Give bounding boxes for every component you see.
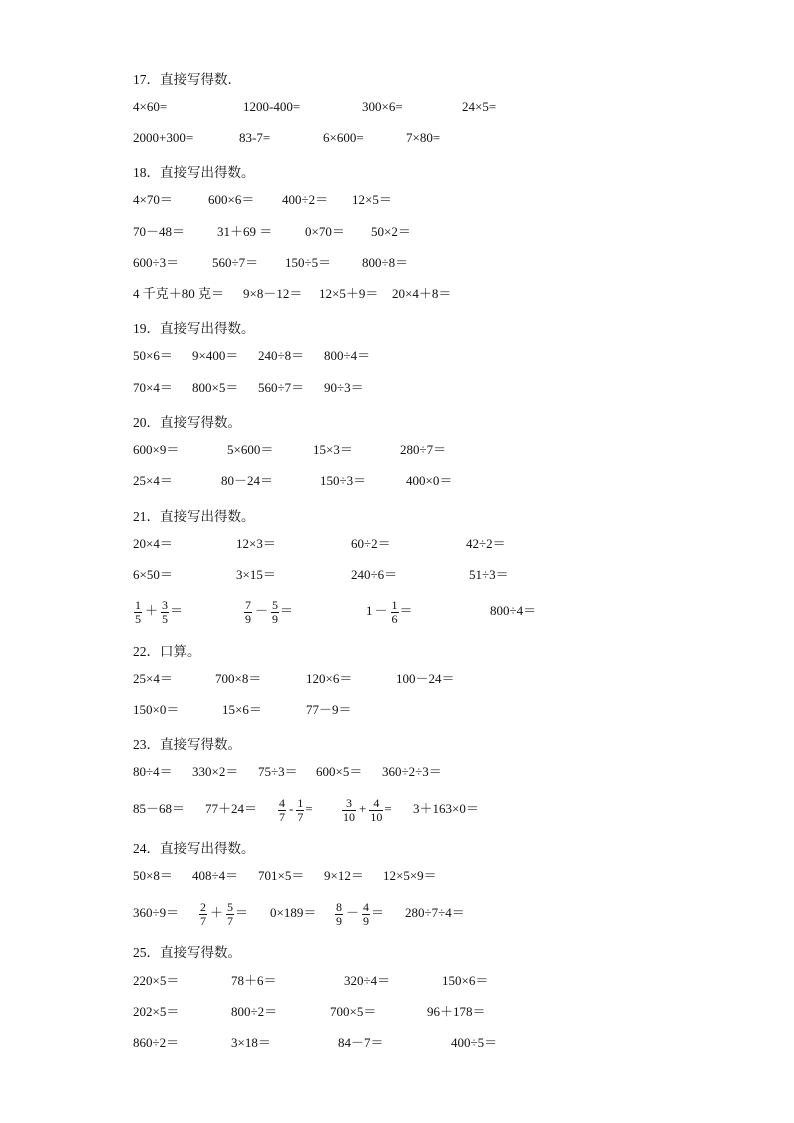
q17-expr: 6×600= xyxy=(323,130,364,145)
q24-expr: 9×12＝ xyxy=(324,868,364,883)
q25-expr: 860÷2＝ xyxy=(133,1035,180,1050)
q22-expr: 15×6＝ xyxy=(222,702,262,717)
fraction: $\frac{4}{10}$ xyxy=(370,795,383,824)
q22-expr: 77－9＝ xyxy=(306,702,352,717)
fraction: $\frac{7}{9}$ xyxy=(245,597,251,626)
q20-expr: 15×3＝ xyxy=(313,442,353,457)
q18-expr: 12×5＋9＝ xyxy=(319,286,379,301)
q19-expr: 9×400＝ xyxy=(192,348,239,363)
q21-expr: 51÷3＝ xyxy=(469,567,509,582)
fraction: $\frac{3}{5}$ xyxy=(162,597,169,626)
q19-expr: 90÷3＝ xyxy=(324,380,364,395)
q24-expr: 408÷4＝ xyxy=(192,868,239,883)
q21-expr: 800÷4＝ xyxy=(490,603,537,618)
q19-expr: 50×6＝ xyxy=(133,348,173,363)
q20-expr: 80－24＝ xyxy=(221,473,274,488)
q25-expr: 150×6＝ xyxy=(442,973,489,988)
q17-expr: 1200-400= xyxy=(243,99,301,114)
fraction: $\frac{5}{7}$ xyxy=(227,899,234,928)
q19-expr: 240÷8＝ xyxy=(258,348,305,363)
q18-expr: 12×5＝ xyxy=(352,192,392,207)
q19-expr: 560÷7＝ xyxy=(258,380,305,395)
q21-expr: 60÷2＝ xyxy=(351,536,391,551)
fraction: $\frac{4}{7}$ xyxy=(279,795,285,824)
q18-expr: 0×70＝ xyxy=(305,224,345,239)
q17-expr: 83-7= xyxy=(239,130,271,145)
q24-expr: 280÷7÷4＝ xyxy=(405,905,465,920)
q22-expr: 700×8＝ xyxy=(215,671,262,686)
q24-expr: 701×5＝ xyxy=(258,868,305,883)
q24-expr: 12×5×9＝ xyxy=(383,868,437,883)
q20-expr: 25×4＝ xyxy=(133,473,173,488)
q25-expr: 84－7＝ xyxy=(338,1035,384,1050)
q18-expr: 400÷2＝ xyxy=(282,192,329,207)
fraction: $\frac{3}{10}$ xyxy=(343,795,355,824)
q17-expr: 24×5= xyxy=(462,99,497,114)
q20-expr: 400×0＝ xyxy=(406,473,453,488)
q19-expr: 70×4＝ xyxy=(133,380,173,395)
question-18-title: 18．直接写出得数。 xyxy=(133,165,255,180)
q23-expr: 330×2＝ xyxy=(192,764,239,779)
question-25-title: 25．直接写得数。 xyxy=(133,945,241,960)
q23-fraction-expr: $\frac{3}{10}$ + $\frac{4}{10}$ = xyxy=(343,795,392,824)
q20-expr: 600×9＝ xyxy=(133,442,180,457)
fraction: $\frac{1}{7}$ xyxy=(297,795,304,824)
q19-expr: 800×5＝ xyxy=(192,380,239,395)
q22-expr: 150×0＝ xyxy=(133,702,180,717)
q18-expr: 150÷5＝ xyxy=(285,255,332,270)
q18-expr: 9×8－12＝ xyxy=(243,286,303,301)
q18-expr: 600×6＝ xyxy=(208,192,255,207)
q24-fraction-expr: $\frac{8}{9}$ － $\frac{4}{9}$ ＝ xyxy=(336,899,385,928)
q17-expr: 4×60= xyxy=(133,99,168,114)
q18-expr: 20×4＋8＝ xyxy=(392,286,452,301)
q23-expr: 75÷3＝ xyxy=(258,764,298,779)
q17-expr: 7×80= xyxy=(406,130,441,145)
q24-expr: 0×189＝ xyxy=(270,905,317,920)
question-17-title: 17．直接写得数． xyxy=(133,72,241,87)
question-19-title: 19．直接写出得数。 xyxy=(133,321,255,336)
fraction: $\frac{5}{9}$ xyxy=(272,597,279,626)
fraction: $\frac{2}{7}$ xyxy=(200,899,206,928)
fraction: $\frac{4}{9}$ xyxy=(363,899,370,928)
question-24-title: 24．直接写出得数。 xyxy=(133,841,255,856)
q22-expr: 25×4＝ xyxy=(133,671,173,686)
q23-expr: 85－68＝ xyxy=(133,801,186,816)
q23-expr: 360÷2÷3＝ xyxy=(382,764,442,779)
q25-expr: 220×5＝ xyxy=(133,973,180,988)
q25-expr: 400÷5＝ xyxy=(451,1035,498,1050)
question-20-title: 20．直接写得数。 xyxy=(133,415,241,430)
q23-expr: 80÷4＝ xyxy=(133,764,173,779)
q22-expr: 100－24＝ xyxy=(396,671,455,686)
q21-expr: 12×3＝ xyxy=(236,536,276,551)
fraction: $\frac{1}{6}$ xyxy=(391,597,398,626)
q18-expr: 70－48＝ xyxy=(133,224,186,239)
q23-fraction-expr: $\frac{4}{7}$ - $\frac{1}{7}$ = xyxy=(279,795,313,824)
q25-expr: 78＋6＝ xyxy=(231,973,277,988)
fraction: $\frac{1}{5}$ xyxy=(135,597,141,626)
q21-fraction-expr: $\frac{1}{5}$ ＋ $\frac{3}{5}$ ＝ xyxy=(135,597,184,626)
q24-fraction-expr: $\frac{2}{7}$ ＋ $\frac{5}{7}$ ＝ xyxy=(200,899,249,928)
q24-expr: 50×8＝ xyxy=(133,868,173,883)
q21-expr: 6×50＝ xyxy=(133,567,173,582)
q21-expr: 240÷6＝ xyxy=(351,567,398,582)
question-23-title: 23．直接写得数。 xyxy=(133,737,241,752)
q24-expr: 360÷9＝ xyxy=(133,905,180,920)
q17-expr: 2000+300= xyxy=(133,130,194,145)
q18-expr: 31＋69 ＝ xyxy=(217,224,273,239)
q21-fraction-expr: 1 － $\frac{1}{6}$ ＝ xyxy=(366,597,413,626)
q18-expr: 800÷8＝ xyxy=(362,255,409,270)
question-22-title: 22．口算。 xyxy=(133,644,201,659)
q25-expr: 700×5＝ xyxy=(330,1004,377,1019)
q21-expr: 3×15＝ xyxy=(236,567,276,582)
fraction: $\frac{8}{9}$ xyxy=(336,899,342,928)
q25-expr: 320÷4＝ xyxy=(344,973,391,988)
q20-expr: 150÷3＝ xyxy=(320,473,367,488)
q20-expr: 280÷7＝ xyxy=(400,442,447,457)
q21-fraction-expr: $\frac{7}{9}$ － $\frac{5}{9}$ ＝ xyxy=(245,597,294,626)
q25-expr: 96＋178＝ xyxy=(427,1004,486,1019)
q23-expr: 600×5＝ xyxy=(316,764,363,779)
q23-expr: 3＋163×0＝ xyxy=(413,801,479,816)
q18-expr: 50×2＝ xyxy=(371,224,411,239)
question-21-title: 21．直接写出得数。 xyxy=(133,509,255,524)
q25-expr: 3×18＝ xyxy=(231,1035,271,1050)
q18-expr: 4×70＝ xyxy=(133,192,173,207)
q18-expr: 560÷7＝ xyxy=(212,255,259,270)
q21-expr: 20×4＝ xyxy=(133,536,173,551)
q25-expr: 202×5＝ xyxy=(133,1004,180,1019)
q23-expr: 77＋24＝ xyxy=(205,801,258,816)
q22-expr: 120×6＝ xyxy=(306,671,353,686)
q21-expr: 42÷2＝ xyxy=(466,536,506,551)
q19-expr: 800÷4＝ xyxy=(324,348,371,363)
q17-expr: 300×6= xyxy=(362,99,403,114)
q18-expr: 600÷3＝ xyxy=(133,255,180,270)
q25-expr: 800÷2＝ xyxy=(231,1004,278,1019)
q18-expr: 4 千克＋80 克＝ xyxy=(133,286,225,301)
q20-expr: 5×600＝ xyxy=(227,442,274,457)
